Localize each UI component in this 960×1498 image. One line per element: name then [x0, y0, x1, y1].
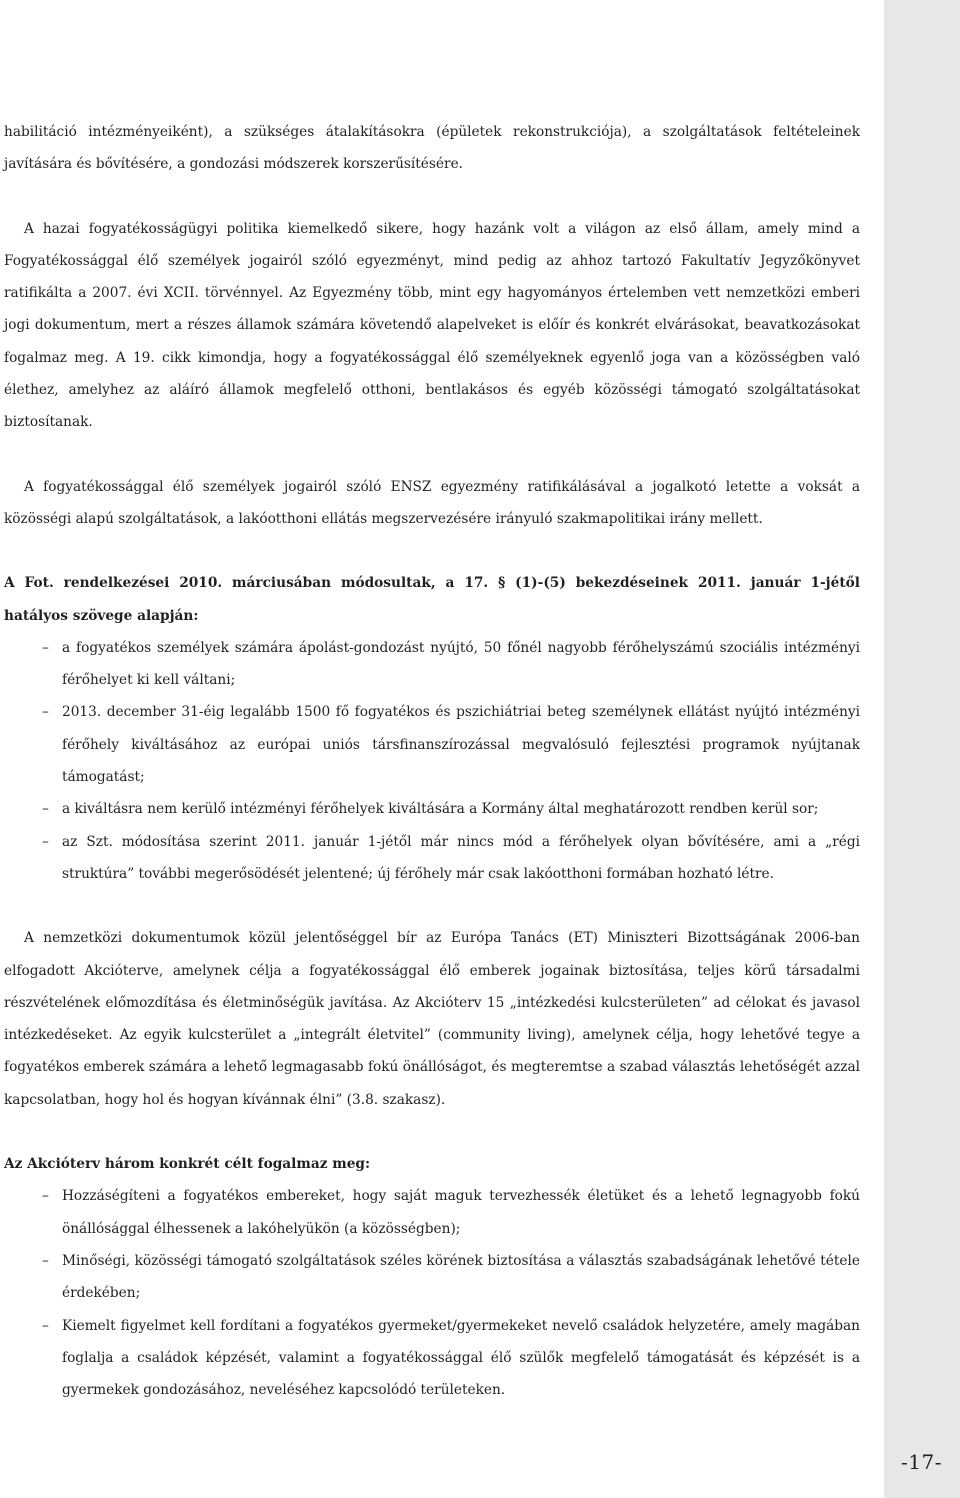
- list-item-text: a kiváltásra nem kerülő intézményi férőhelyek kiváltására a Kormány által meghatározott rendben kerül sor;: [62, 801, 819, 818]
- page-number: -17-: [901, 1450, 942, 1474]
- list-item: [4, 793, 860, 825]
- dash-marker: –: [42, 801, 49, 818]
- fot-provisions-list: [4, 632, 860, 890]
- paragraph-3: A fogyatékossággal élő személyek jogairól szóló ENSZ egyezmény ratifikálásával a jogalkotó letette a voksát a közösségi alapú szolgáltatások, a lakóotthoni ellátás megszervezésére irányuló szakmapolitikai irány mellett.: [4, 478, 860, 527]
- document-body: [4, 116, 860, 1406]
- action-plan-goals-list: [4, 1180, 860, 1406]
- dash-marker: –: [42, 833, 49, 850]
- list-item-text: Hozzáségíteni a fogyatékos embereket, hogy saját maguk tervezhessék életüket és a lehető legnagyobb fokú önállósággal élhessenek a lakóhelyükön (a közösségben);: [62, 1188, 860, 1237]
- list-item: [4, 1245, 860, 1310]
- list-item: [4, 696, 860, 793]
- paragraph-2: A hazai fogyatékosságügyi politika kiemelkedő sikere, hogy hazánk volt a világon az első állam, amely mind a Fogyatékossággal élő személyek jogairól szóló egyezményt, mind pedig az ahhoz tartozó Fakultatív Jegyzőkönyvet ratifikálta a 2007. évi XCII. törvénnyel. Az Egyezmény több, mint egy hagyományos értelemben vett nemzetközi emberi jogi dokumentum, mert a részes államok számára követendő alapelveket is előír és konkrét elvárásokat, beavatkozásokat fogalmaz meg. A 19. cikk kimondja, hogy a fogyatékossággal élő személyeknek egyenlő joga van a közösségben való élethez, amelyhez az aláíró államok megfelelő otthoni, bentlakásos és egyéb közösségi támogató szolgáltatásokat biztosítanak.: [4, 220, 860, 431]
- list-item: [4, 826, 860, 891]
- dash-marker: –: [42, 1317, 49, 1334]
- dash-marker: –: [42, 1188, 49, 1205]
- dash-marker: –: [42, 1252, 49, 1269]
- dash-marker: –: [42, 704, 49, 721]
- page-side-band: [884, 0, 960, 1498]
- list-item-text: Minőségi, közösségi támogató szolgáltatások széles körének biztosítása a választás szabadságának lehetővé tétele érdekében;: [62, 1252, 860, 1302]
- section-heading-action-plan: Az Akcióterv három konkrét célt fogalmaz meg:: [4, 1156, 371, 1173]
- list-item: [4, 632, 860, 697]
- list-item: [4, 1310, 860, 1407]
- section-heading-fot: A Fot. rendelkezései 2010. márciusában módosultak, a 17. § (1)-(5) bekezdéseinek 2011. január 1-jétől hatályos szövege alapján:: [4, 575, 860, 624]
- list-item: [4, 1180, 860, 1245]
- dash-marker: –: [42, 639, 49, 656]
- paragraph-4: A nemzetközi dokumentumok közül jelentőséggel bír az Európa Tanács (ET) Miniszteri Bizottságának 2006-ban elfogadott Akcióterve, amelynek célja a fogyatékossággal élő emberek jogainak biztosítása, teljes körű társadalmi részvételének előmozdítása és életminőségük javítása. Az Akcióterv 15 „intézkedési kulcsterületen” ad célokat és javasol intézkedéseket. Az egyik kulcsterület a „integrált életvitel” (community living), amelynek célja, hogy lehetővé tegye a fogyatékos emberek számára a lehető legmagasabb fokú önállóságot, és megteremtse a szabad választás lehetőségét azzal kapcsolatban, hogy hol és hogyan kívánnak élni” (3.8. szakasz).: [4, 930, 860, 1108]
- paragraph-1: habilitáció intézményeiként), a szükséges átalakításokra (épületek rekonstrukciója), a szolgáltatások feltételeinek javítására és bővítésére, a gondozási módszerek korszerűsítésére.: [4, 124, 860, 173]
- list-item-text: 2013. december 31-éig legalább 1500 fő fogyatékos és pszichiátriai beteg személynek ellátást nyújtó intézményi férőhely kiváltásához az európai uniós társfinanszírozással megvalósuló fejlesztési programok nyújtanak támogatást;: [62, 704, 860, 786]
- list-item-text: Kiemelt figyelmet kell fordítani a fogyatékos gyermeket/gyermekeket nevelő családok helyzetére, amely magában foglalja a családok képzését, valamint a fogyatékossággal élő szülők megfelelő támogatását és képzését is a gyermekek gondozásához, neveléséhez kapcsolódó területeken.: [62, 1317, 860, 1399]
- list-item-text: az Szt. módosítása szerint 2011. január 1-jétől már nincs mód a férőhelyek olyan bővítésére, ami a „régi struktúra” további megerősödését jelentené; új férőhely már csak lakóotthoni formában hozható létre.: [62, 833, 860, 882]
- list-item-text: a fogyatékos személyek számára ápolást-gondozást nyújtó, 50 főnél nagyobb férőhelyszámú szociális intézményi férőhelyet ki kell váltani;: [62, 639, 860, 689]
